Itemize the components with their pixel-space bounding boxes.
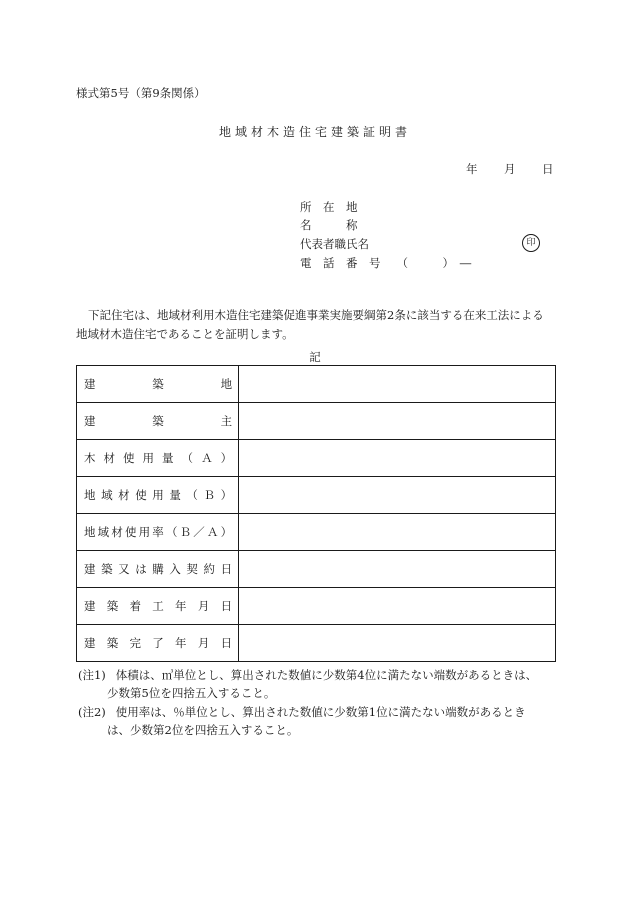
date-line xyxy=(466,161,554,177)
row-label: 建築地 xyxy=(84,377,233,391)
row-value-cell[interactable] xyxy=(239,477,556,514)
row-value-cell[interactable] xyxy=(239,440,556,477)
note-mark: (注1) xyxy=(78,668,106,682)
table-row xyxy=(77,514,556,551)
date-day-label: 日 xyxy=(542,162,554,176)
row-label: 木材使用量（Ａ） xyxy=(84,451,233,465)
address-label: 所 在 地 xyxy=(300,200,358,214)
table-row xyxy=(77,440,556,477)
date-year-label: 年 xyxy=(466,162,478,176)
row-value-cell[interactable] xyxy=(239,588,556,625)
note-mark: (注2) xyxy=(78,705,106,719)
record-heading: 記 xyxy=(309,350,321,364)
row-label-cell xyxy=(77,440,239,477)
row-value-cell[interactable] xyxy=(239,625,556,662)
note-2 xyxy=(78,704,526,721)
row-value-cell[interactable] xyxy=(239,366,556,403)
phone-label: 電 話 番 号 xyxy=(300,256,381,270)
table-row xyxy=(77,625,556,662)
name-label: 名 称 xyxy=(300,218,358,232)
row-value-cell[interactable] xyxy=(239,403,556,440)
row-label: 建築又は購入契約日 xyxy=(84,562,233,576)
document-title: 地域材木造住宅建築証明書 xyxy=(218,125,411,139)
note-1 xyxy=(78,667,537,684)
table-row xyxy=(77,477,556,514)
form-number: 様式第5号（第9条関係） xyxy=(76,86,206,100)
table-row xyxy=(77,366,556,403)
representative-label: 代表者職氏名 xyxy=(300,237,369,251)
note-1-continuation: 少数第5位を四捨五入すること。 xyxy=(107,686,276,700)
certification-text: 下記住宅は、地域材利用木造住宅建築促進事業実施要綱第2条に該当する在来工法による地域材木造住宅であることを証明します。 xyxy=(76,308,544,341)
note-text: 使用率は、％単位とし、算出された数値に少数第1位に満たない端数があるとき xyxy=(115,705,526,719)
row-label-cell xyxy=(77,551,239,588)
table-row xyxy=(77,551,556,588)
row-value-cell[interactable] xyxy=(239,551,556,588)
seal-mark: 印 xyxy=(522,234,540,252)
table-row xyxy=(77,403,556,440)
table-row xyxy=(77,588,556,625)
note-2-continuation: は、少数第2位を四捨五入すること。 xyxy=(107,723,299,737)
row-label: 建築主 xyxy=(84,414,233,428)
row-label: 建築完了年月日 xyxy=(84,636,233,650)
note-text: 体積は、㎥単位とし、算出された数値に少数第4位に満たない端数があるときは、 xyxy=(115,668,538,682)
row-label: 建築着工年月日 xyxy=(84,599,233,613)
row-label-cell xyxy=(77,625,239,662)
row-value-cell[interactable] xyxy=(239,514,556,551)
row-label-cell xyxy=(77,588,239,625)
phone-format: （ ） ― xyxy=(396,256,472,270)
row-label-cell xyxy=(77,477,239,514)
record-table xyxy=(76,365,556,662)
row-label: 地域材使用率（Ｂ／Ａ） xyxy=(84,525,233,539)
row-label-cell xyxy=(77,366,239,403)
row-label: 地域材使用量（Ｂ） xyxy=(84,488,233,502)
date-month-label: 月 xyxy=(504,162,516,176)
row-label-cell xyxy=(77,514,239,551)
phone-row xyxy=(300,255,471,271)
row-label-cell xyxy=(77,403,239,440)
